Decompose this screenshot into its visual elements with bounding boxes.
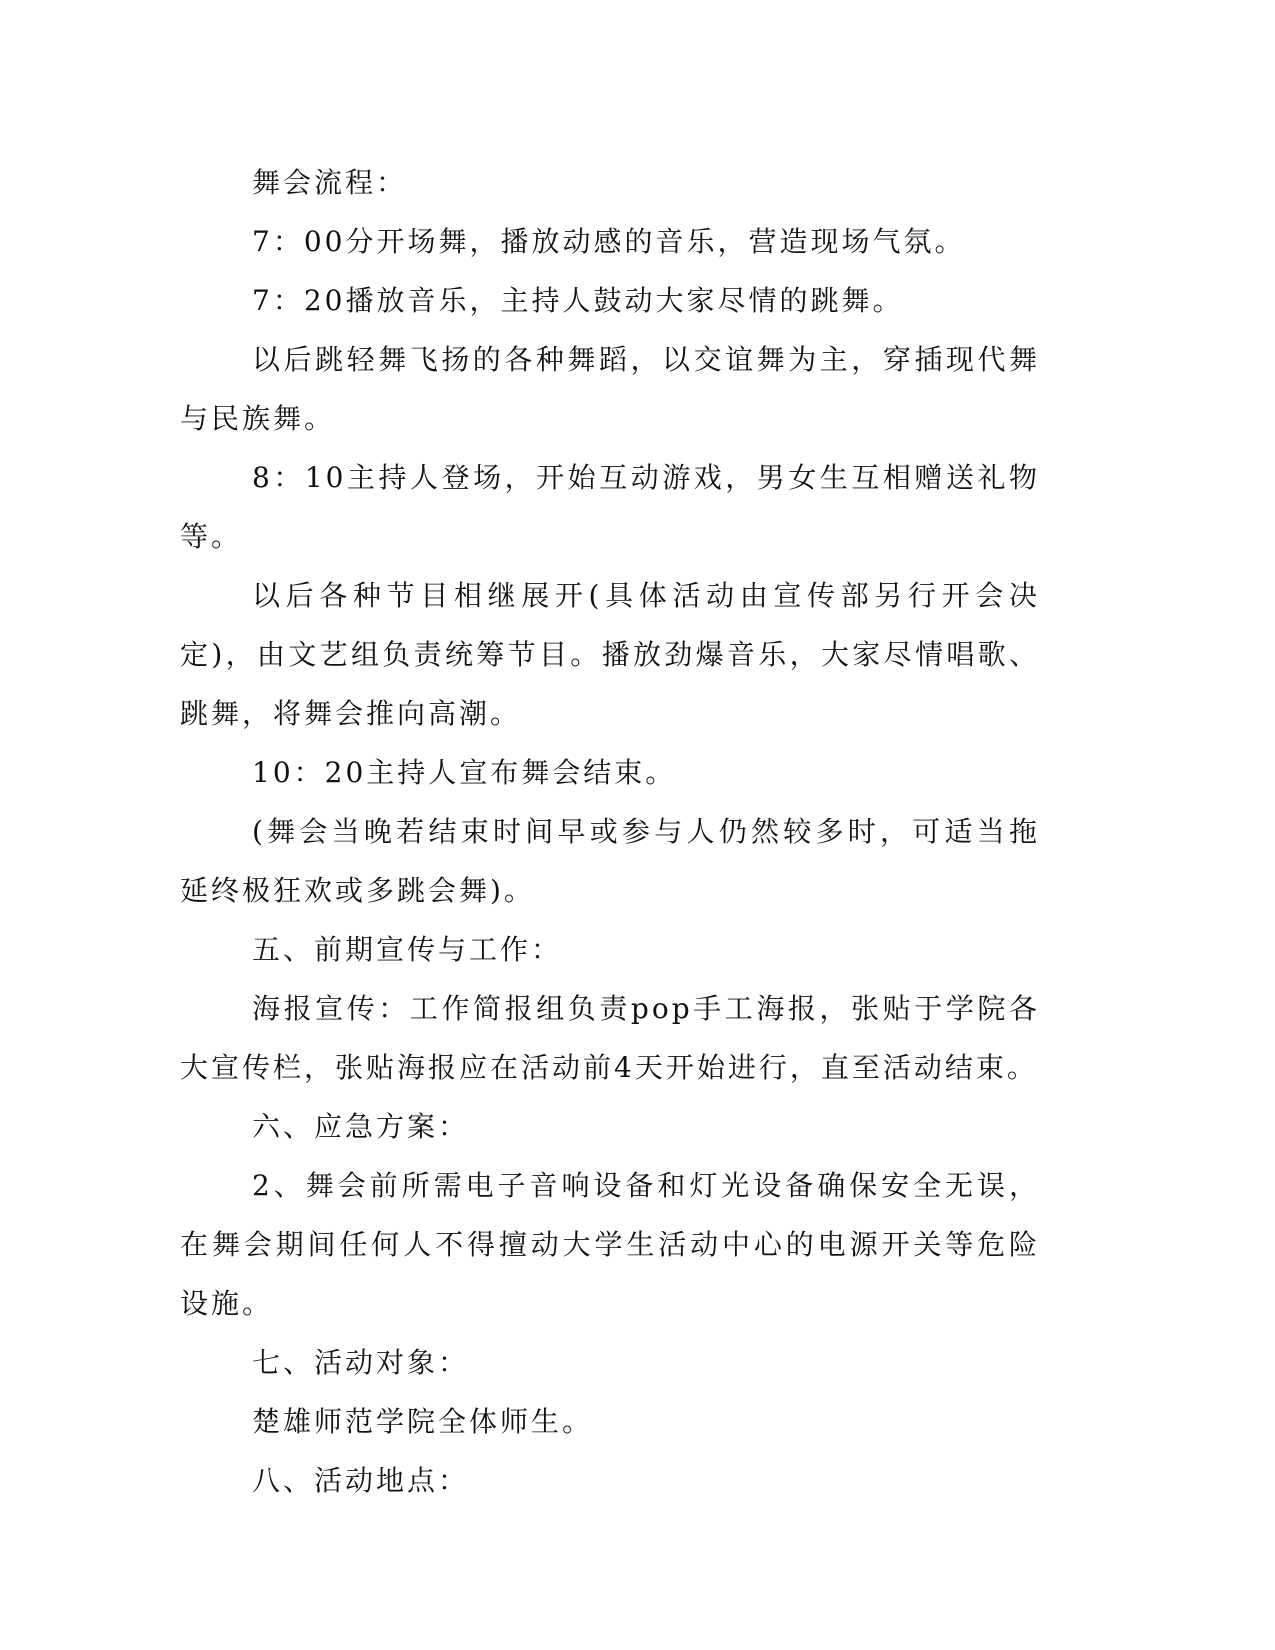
paragraph: 10：20主持人宣布舞会结束。 [252, 756, 677, 789]
paragraph: 楚雄师范学院全体师生。 [252, 1405, 594, 1438]
document-body [180, 153, 1040, 1510]
paragraph: 海报宣传：工作简报组负责pop手工海报，张贴于学院各大宣传栏，张贴海报应在活动前4天开始进行，直至活动结束。 [180, 992, 1040, 1084]
paragraph: 舞会流程： [252, 166, 408, 199]
section-heading: 七、活动对象： [252, 1346, 470, 1379]
paragraph: (舞会当晚若结束时间早或参与人仍然较多时，可适当拖延终极狂欢或多跳会舞)。 [180, 815, 1040, 907]
paragraph: 2、舞会前所需电子音响设备和灯光设备确保安全无误，在舞会期间任何人不得擅动大学生活动中心的电源开关等危险设施。 [180, 1169, 1040, 1320]
section-heading: 八、活动地点： [252, 1464, 470, 1497]
paragraph: 以后各种节目相继展开(具体活动由宣传部另行开会决定)，由文艺组负责统筹节目。播放劲爆音乐，大家尽情唱歌、跳舞，将舞会推向高潮。 [180, 579, 1040, 730]
section-heading: 五、前期宣传与工作： [252, 933, 563, 966]
paragraph: 8：10主持人登场，开始互动游戏，男女生互相赠送礼物等。 [180, 461, 1040, 553]
paragraph: 以后跳轻舞飞扬的各种舞蹈，以交谊舞为主，穿插现代舞与民族舞。 [180, 343, 1040, 435]
section-heading: 六、应急方案： [252, 1110, 470, 1143]
paragraph: 7：00分开场舞，播放动感的音乐，营造现场气氛。 [252, 225, 966, 258]
paragraph: 7：20播放音乐，主持人鼓动大家尽情的跳舞。 [252, 284, 904, 317]
